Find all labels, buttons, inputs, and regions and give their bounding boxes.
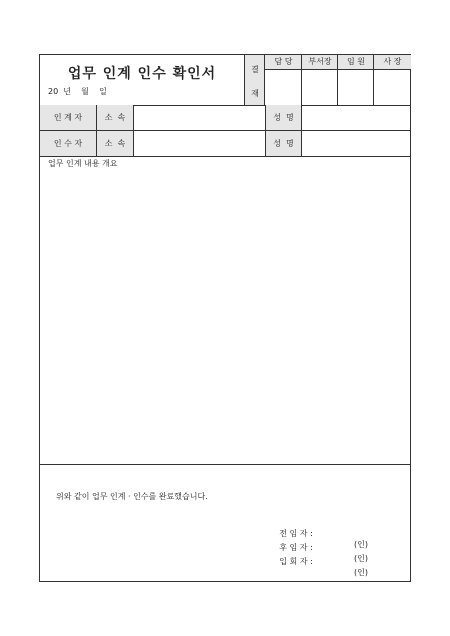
approval-label xyxy=(244,55,265,105)
seal-witness[interactable]: (인) xyxy=(354,568,368,577)
form-header xyxy=(40,55,410,106)
handover-content-label: 업무 인계 내용 개요 xyxy=(48,159,118,168)
signature-predecessor-label: 전 임 자 : xyxy=(279,529,313,538)
signature-witness-label: 입 회 자 : xyxy=(279,557,313,566)
approval-president xyxy=(373,55,411,105)
signature-successor-label: 후 임 자 : xyxy=(279,543,313,552)
handover-content-area[interactable] xyxy=(40,156,410,465)
confirmation-text: 위와 같이 업무 인계 · 인수를 완료했습니다. xyxy=(56,492,208,501)
approval-staff xyxy=(264,55,302,105)
handover-dept-input[interactable] xyxy=(133,105,265,130)
approval-dept-head-header: 부서장 xyxy=(302,55,338,70)
page-title: 업무 인계 인수 확인서 xyxy=(67,66,217,82)
approval-executive-sign-box[interactable] xyxy=(338,70,374,105)
handover-dept-label: 소 속 xyxy=(96,105,133,130)
handover-row xyxy=(40,105,410,131)
signature-line-witness xyxy=(264,547,368,585)
seal-successor[interactable]: (인) xyxy=(354,554,368,563)
takeover-role-label: 인 수 자 xyxy=(40,131,96,156)
handover-name-label: 성 명 xyxy=(265,105,301,130)
seal-predecessor[interactable]: (인) xyxy=(354,540,368,549)
takeover-dept-label: 소 속 xyxy=(96,131,133,156)
date-field[interactable]: 20 년 월 일 xyxy=(48,87,107,96)
approval-dept-head-sign-box[interactable] xyxy=(302,70,338,105)
approval-label-bottom: 재 xyxy=(251,89,259,98)
handover-name-input[interactable] xyxy=(301,105,410,130)
takeover-name-label: 성 명 xyxy=(265,131,301,156)
approval-executive-header: 임 원 xyxy=(338,55,374,70)
takeover-dept-input[interactable] xyxy=(133,131,265,156)
handover-form xyxy=(39,54,411,582)
approval-staff-header: 담 당 xyxy=(265,55,302,70)
takeover-name-input[interactable] xyxy=(301,131,410,156)
approval-staff-sign-box[interactable] xyxy=(265,70,302,105)
takeover-row xyxy=(40,131,410,157)
approval-president-sign-box[interactable] xyxy=(374,70,411,105)
signature-section xyxy=(40,465,410,581)
approval-dept-head xyxy=(301,55,338,105)
approval-executive xyxy=(337,55,374,105)
approval-label-top: 결 xyxy=(251,65,259,74)
approval-president-header: 사 장 xyxy=(374,55,411,70)
handover-role-label: 인 계 자 xyxy=(40,105,96,130)
